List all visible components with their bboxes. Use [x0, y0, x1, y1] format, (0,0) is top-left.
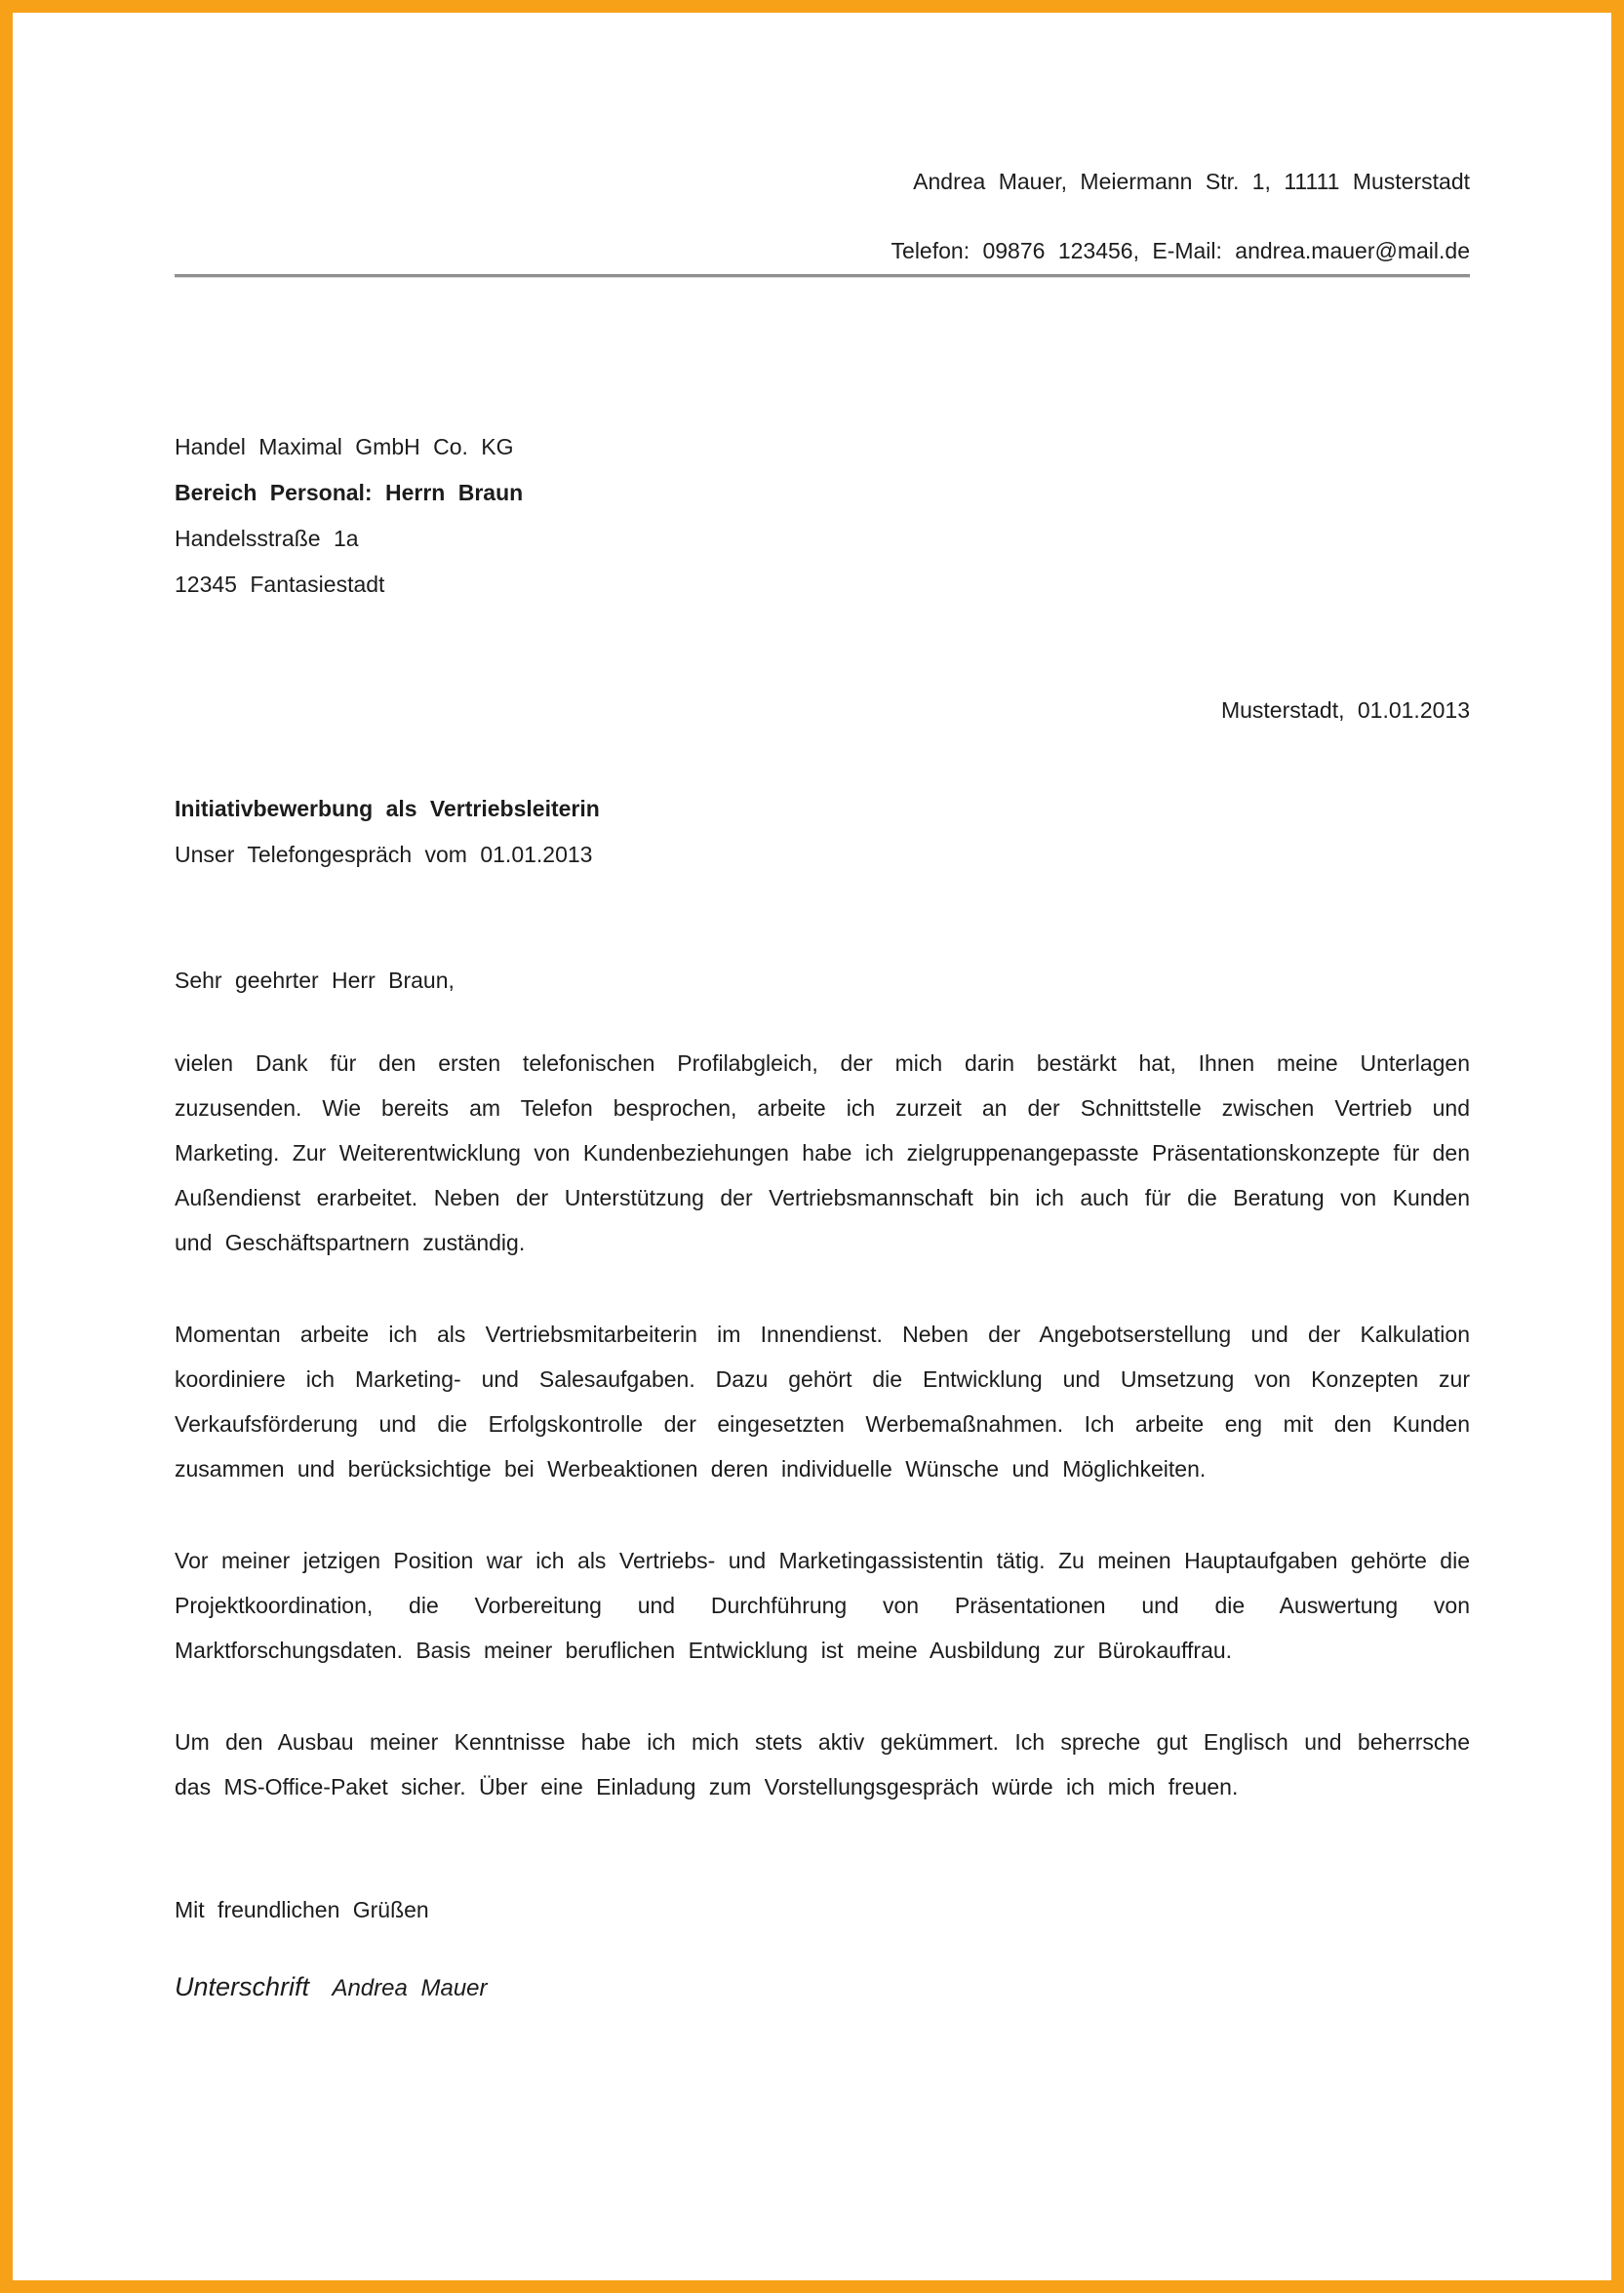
recipient-department: Bereich Personal: Herrn Braun — [175, 480, 524, 505]
sender-header — [175, 169, 1470, 264]
recipient-address-block — [175, 424, 1470, 608]
closing-line: Mit freundlichen Grüßen — [175, 1897, 429, 1922]
subject-reference: Unser Telefongespräch vom 01.01.2013 — [175, 842, 593, 867]
header-divider — [175, 274, 1470, 278]
recipient-city: 12345 Fantasiestadt — [175, 572, 385, 597]
paragraph-3: Vor meiner jetzigen Position war ich als Vertriebs- und Marketingassistentin tätig. Zu meinen Hauptaufgaben gehörte die Projektkoordination, die Vorbereitung und Durchführung von Präsentationen und die Auswertung von Marktforschungsdaten. Basis meiner beruflichen Entwicklung ist meine Ausbildung zur Bürokauffrau. — [175, 1548, 1470, 1663]
paragraph-4: Um den Ausbau meiner Kenntnisse habe ich mich stets aktiv gekümmert. Ich spreche gut Englisch und beherrsche das MS-Office-Paket sicher. Über eine Einladung zum Vorstellungsgespräch würde ich mich freuen. — [175, 1729, 1470, 1799]
date-line: Musterstadt, 01.01.2013 — [1220, 697, 1470, 723]
paragraph-2: Momentan arbeite ich als Vertriebsmitarbeiterin im Innendienst. Neben der Angebotserstellung und der Kalkulation koordiniere ich Marketing- und Salesaufgaben. Dazu gehört die Entwicklung und Umsetzung von Konzepten zur Verkaufsförderung und die Erfolgskontrolle der eingesetzten Werbemaßnahmen. Ich arbeite eng mit den Kunden zusammen und berücksichtige bei Werbeaktionen deren individuelle Wünsche und Möglichkeiten. — [175, 1322, 1470, 1482]
letter-content — [13, 169, 1611, 2002]
signature-name: Andrea Mauer — [332, 1975, 488, 2001]
recipient-company: Handel Maximal GmbH Co. KG — [175, 434, 514, 459]
paragraph-1: vielen Dank für den ersten telefonischen Profilabgleich, der mich darin bestärkt hat, Ihnen meine Unterlagen zuzusenden. Wie bereits am Telefon besprochen, arbeite ich zurzeit an der Schnittstelle zwischen Vertrieb und Marketing. Zur Weiterentwicklung von Kundenbeziehungen habe ich zielgruppenangepasste Präsentationskonzepte für den Außendienst erarbeitet. Neben der Unterstützung der Vertriebsmannschaft bin ich auch für die Beratung von Kunden und Geschäftspartnern zuständig. — [175, 1050, 1470, 1255]
signature-label: Unterschrift — [175, 1972, 310, 2001]
signature-block — [175, 1972, 1470, 2002]
sender-contact-line: Telefon: 09876 123456, E-Mail: andrea.mauer@mail.de — [891, 238, 1470, 263]
salutation: Sehr geehrter Herr Braun, — [175, 968, 455, 993]
sender-address-line: Andrea Mauer, Meiermann Str. 1, 11111 Musterstadt — [913, 169, 1470, 194]
subject-block — [175, 786, 1470, 878]
subject-title: Initiativbewerbung als Vertriebsleiterin — [175, 796, 600, 821]
letter-body — [175, 1041, 1470, 1809]
recipient-street: Handelsstraße 1a — [175, 526, 359, 551]
